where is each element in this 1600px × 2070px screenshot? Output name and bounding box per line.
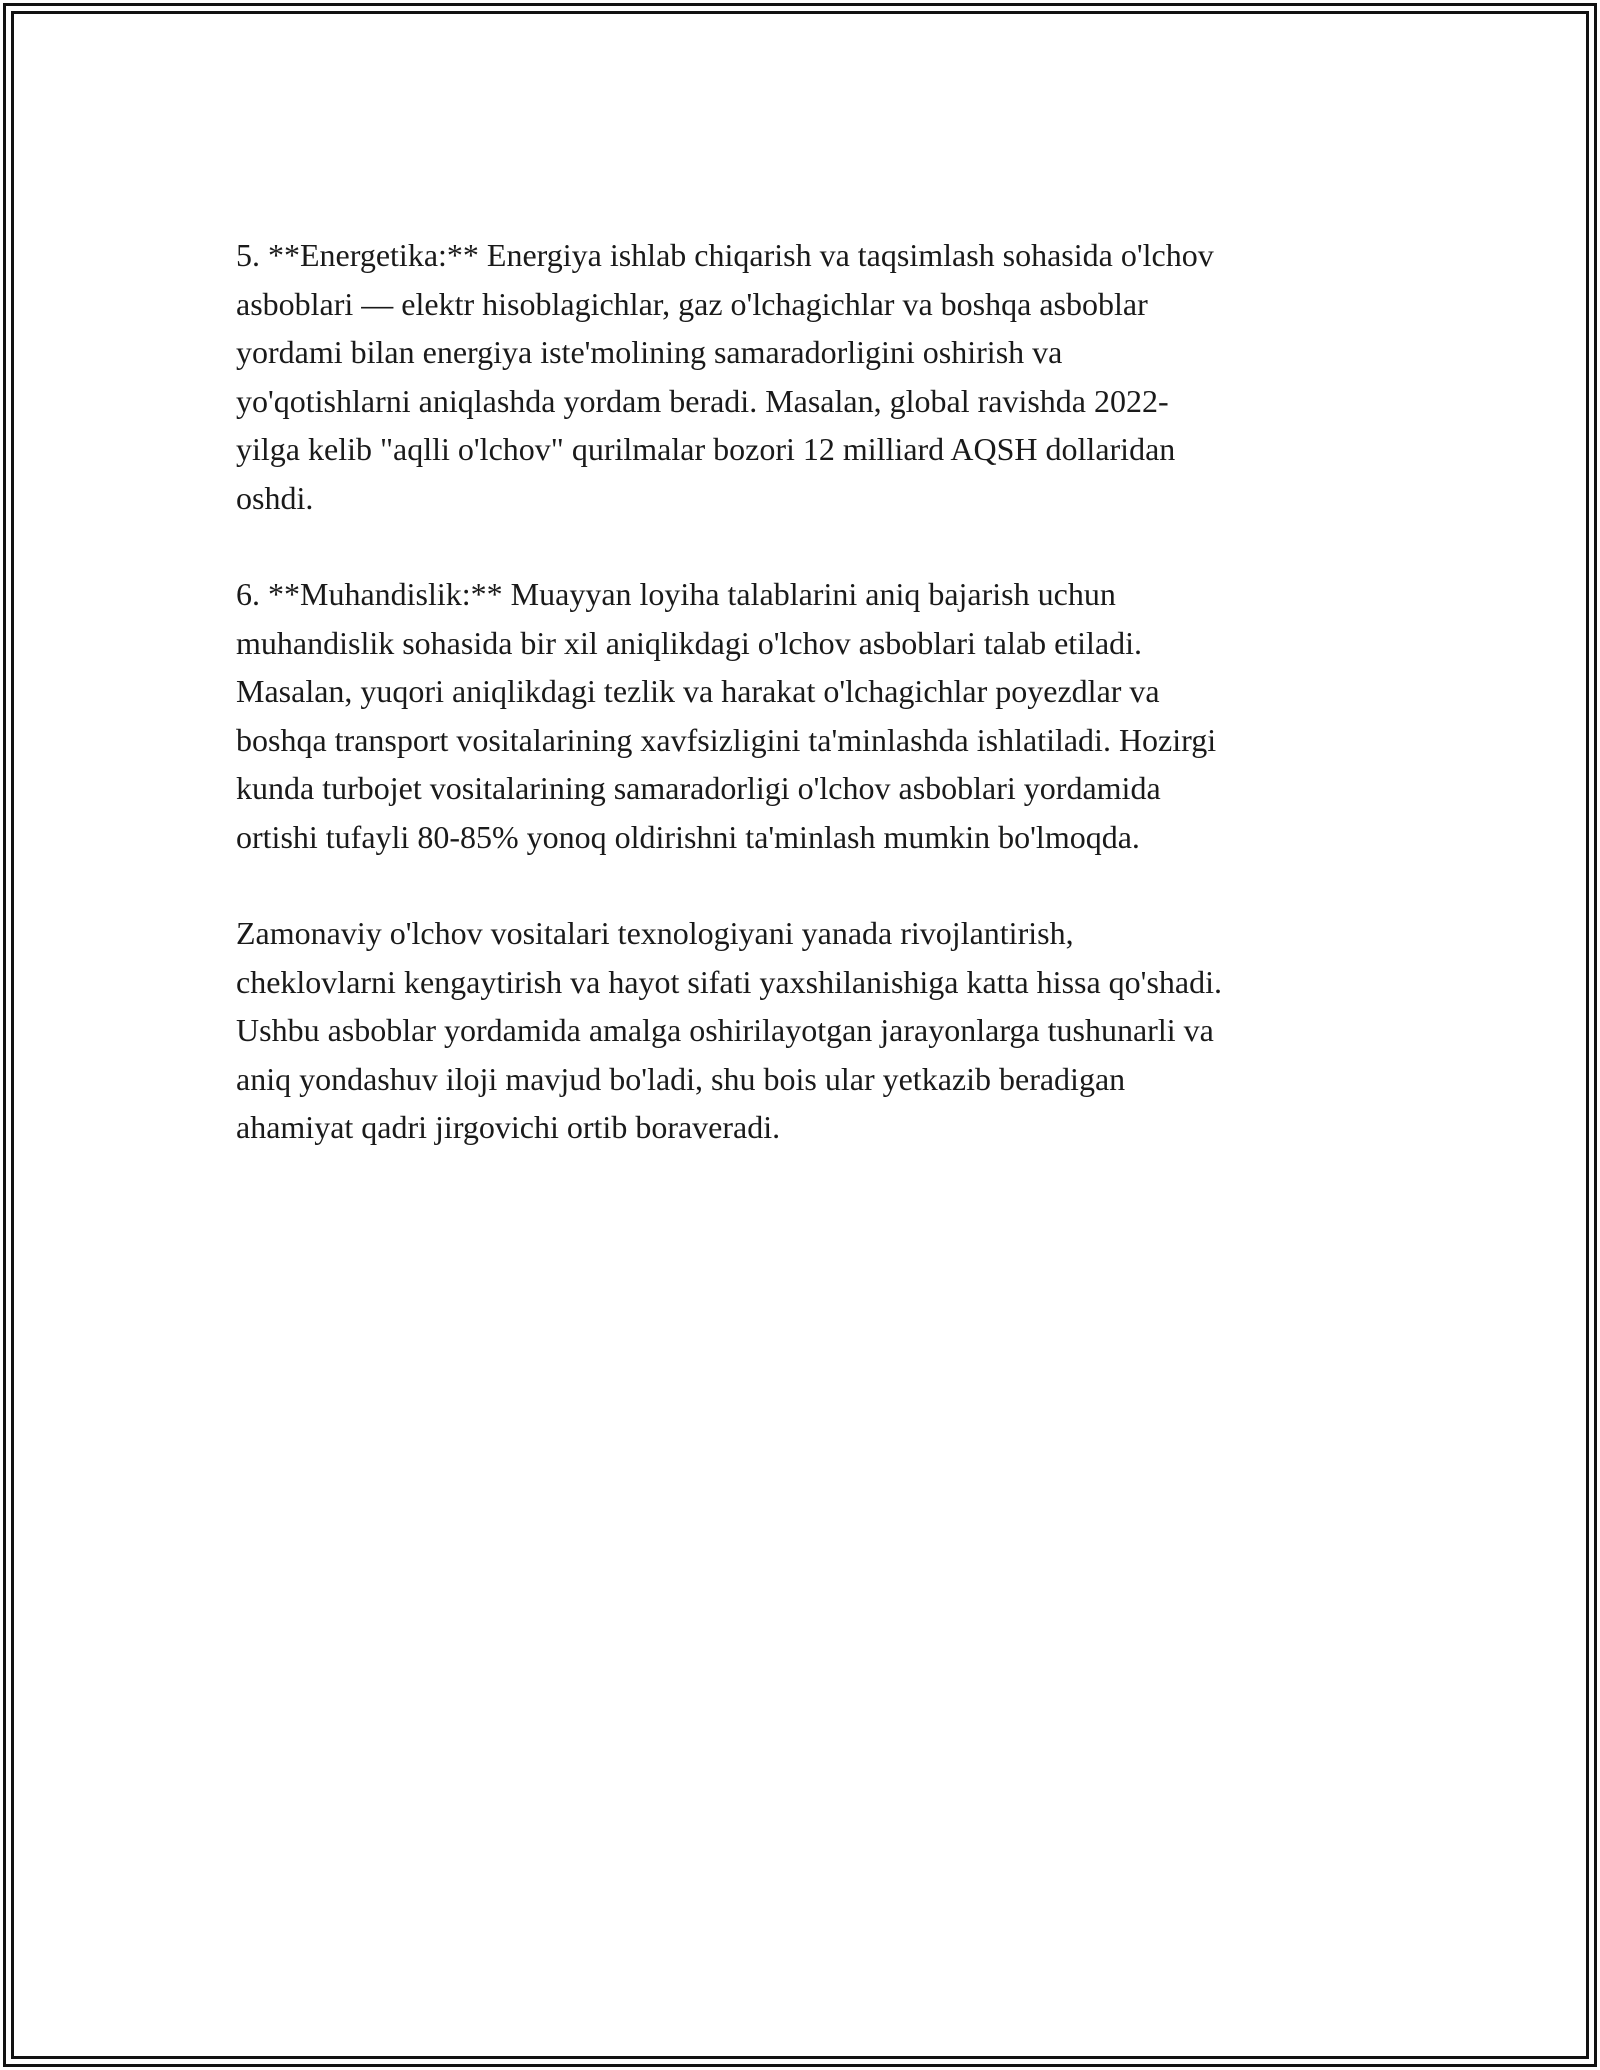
text-line: Zamonaviy o'lchov vositalari texnologiyani yanada rivojlantirish, bbox=[236, 915, 1074, 951]
text-line: yilga kelib "aqlli o'lchov" qurilmalar bozori 12 milliard AQSH dollaridan bbox=[236, 431, 1176, 467]
text-line: muhandislik sohasida bir xil aniqlikdagi o'lchov asboblari talab etiladi. bbox=[236, 624, 1143, 661]
text-line: aniq yondashuv iloji mavjud bo'ladi, shu bois ular yetkazib beradigan bbox=[236, 1060, 1126, 1097]
text-line: Ushbu asboblar yordamida amalga oshirilayotgan jarayonlarga tushunarli va bbox=[236, 1012, 1214, 1048]
text-line: 5. **Energetika:** Energiya ishlab chiqarish va taqsimlash sohasida o'lchov bbox=[236, 237, 1214, 273]
text-line: asboblari — elektr hisoblagichlar, gaz o'lchagichlar va boshqa asboblar bbox=[236, 285, 1148, 322]
paragraph-energetika bbox=[236, 231, 1376, 522]
text-line: ortishi tufayli 80-85% yonoq oldirishni ta'minlash mumkin bo'lmoqda. bbox=[236, 818, 1140, 855]
text-line: kunda turbojet vositalarining samaradorligi o'lchov asboblari yordamida bbox=[236, 770, 1161, 806]
text-line: yordami bilan energiya iste'molining samaradorligini oshirish va bbox=[236, 334, 1063, 370]
text-line: yo'qotishlarni aniqlashda yordam beradi. Masalan, global ravishda 2022- bbox=[236, 382, 1169, 419]
text-line: Masalan, yuqori aniqlikdagi tezlik va harakat o'lchagichlar poyezdlar va bbox=[236, 673, 1160, 709]
text-line: cheklovlarni kengaytirish va hayot sifati yaxshilanishiga katta hissa qo'shadi. bbox=[236, 963, 1222, 1000]
text-line: ahamiyat qadri jirgovichi ortib boraveradi. bbox=[236, 1109, 781, 1145]
text-line: boshqa transport vositalarining xavfsizligini ta'minlashda ishlatiladi. Hozirgi bbox=[236, 721, 1217, 758]
document-body bbox=[236, 231, 1376, 1200]
paragraph-conclusion bbox=[236, 909, 1376, 1152]
text-line: oshdi. bbox=[236, 479, 314, 516]
text-line: 6. **Muhandislik:** Muayyan loyiha talablarini aniq bajarish uchun bbox=[236, 576, 1116, 612]
paragraph-muhandislik bbox=[236, 570, 1376, 861]
